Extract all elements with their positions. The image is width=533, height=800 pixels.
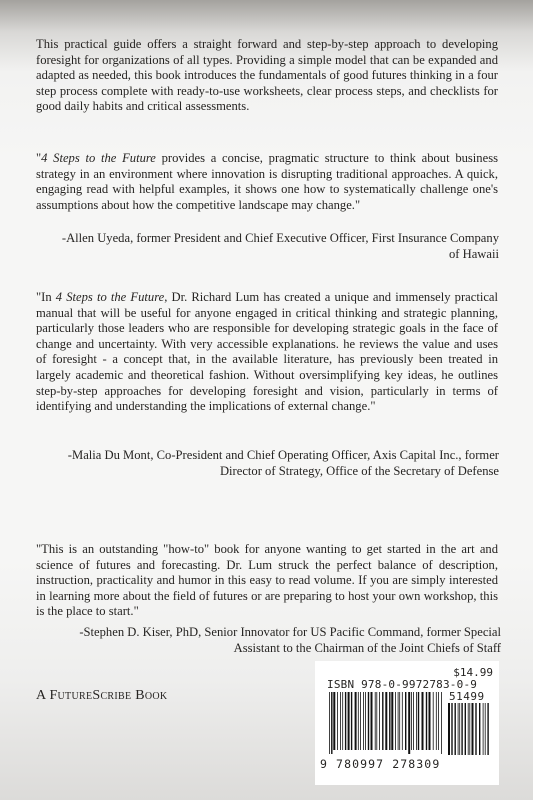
barcode-bar — [405, 692, 406, 750]
barcode-bar — [358, 692, 359, 750]
barcode-bar — [422, 692, 424, 750]
barcode-bar — [382, 692, 383, 750]
barcode-bar — [429, 692, 431, 750]
price-label: $14.99 — [453, 666, 493, 679]
barcode-bar — [433, 692, 434, 750]
barcode-bar — [379, 692, 380, 750]
isbn-barcode-panel — [315, 661, 499, 785]
barcode-bar — [331, 692, 332, 754]
quote-lead: " — [36, 151, 42, 165]
barcode-bar — [436, 692, 437, 750]
barcode-bar — [385, 692, 387, 750]
barcode-bar — [416, 692, 417, 750]
barcode-bar — [483, 703, 484, 755]
barcode-bar — [391, 692, 393, 750]
review-quote-3: "This is an outstanding "how-to" book for anyone wanting to get started in the art and science of futures and forecasting. Dr. Lum struck the perfect balance of description, instruction, practicality and humor in this easy to read volume. If you are simply interested in learning more about the field of futures or are preparing to host your own workshop, this is the place to start." — [36, 542, 498, 619]
barcode-bar — [329, 692, 330, 754]
barcode-bar — [451, 703, 452, 755]
barcode-bar — [461, 703, 462, 755]
barcode-bar — [355, 692, 357, 750]
barcode-bar — [411, 692, 412, 750]
barcode-bar — [459, 703, 460, 755]
barcode-bar — [468, 703, 469, 755]
barcode-bar — [376, 692, 377, 750]
barcode-bar — [426, 692, 427, 750]
barcode-bar — [408, 692, 410, 754]
barcode-bar — [487, 703, 488, 755]
price-addon-barcode — [448, 703, 492, 755]
barcode-bar — [340, 692, 341, 750]
barcode-bar — [375, 692, 376, 750]
barcode-bar — [398, 692, 399, 750]
barcode-bar — [458, 703, 459, 755]
barcode-bar — [333, 692, 335, 750]
barcode-bar — [345, 692, 346, 750]
quote-body: provides a concise, pragmatic structure to think about business strategy in an environment where innovation is disrupting traditional approaches. A quick, engaging read with helpful examples, it shows one how to systematically challenge one's assumptions about how the competitive landscape may change." — [36, 151, 498, 212]
barcode-bar — [485, 703, 486, 755]
barcode-bar — [448, 703, 450, 755]
barcode-bar — [441, 692, 442, 754]
barcode-bar — [469, 703, 470, 755]
barcode-bar — [368, 692, 369, 750]
review-quote-2 — [36, 290, 498, 415]
barcode-bar — [351, 692, 352, 750]
barcode-bar — [337, 692, 338, 750]
intro-paragraph: This practical guide offers a straight forward and step-by-step approach to developing foresight for organizations of all types. Providing a simple model that can be expanded and adapted as needed, this book introduces the fundamentals of good futures thinking in a four step process complete with ready-to-use worksheets, clear process steps, and checklists for good daily habits and critical assessments. — [36, 37, 498, 114]
barcode-bar — [389, 692, 390, 750]
review-quote-1 — [36, 151, 498, 213]
barcode-bar — [365, 692, 366, 750]
barcode-bar — [418, 692, 419, 750]
barcode-bar — [363, 692, 364, 750]
barcode-bar — [438, 692, 439, 750]
quote-body: , Dr. Richard Lum has created a unique and immensely practical manual that will be useful for anyone engaged in critical thinking and strategic planning, particularly those leaders who are responsible for developing strategic goals in the face of change and uncertainty. With very accessible explanations. he reviews the value and uses of foresight - a concept that, in the available literature, has previously been treated in largely academic and theoretical fashion. Without oversimplifying key ideas, he outlines step-by-step approaches for developing foresight and vision, particularly in terms of identifying and understanding the implications of external change." — [36, 290, 499, 414]
barcode-bar — [360, 692, 361, 750]
review-attribution-1: -Allen Uyeda, former President and Chief Executive Officer, First Insurance Company of Hawaii — [61, 231, 499, 261]
barcode-bar — [413, 692, 414, 750]
barcode-bar — [455, 703, 456, 755]
review-attribution-3: -Stephen D. Kiser, PhD, Senior Innovator for US Pacific Command, former Special Assistant to the Chairman of the Joint Chiefs of Staff — [79, 625, 501, 655]
publisher-imprint: A FutureScribe Book — [36, 688, 168, 703]
quote-lead: "In — [36, 290, 56, 304]
barcode-bar — [479, 703, 480, 755]
barcode-bar — [371, 692, 373, 750]
book-title: 4 Steps to the Future — [41, 151, 156, 165]
barcode-bar — [465, 703, 466, 755]
barcode-bar — [472, 703, 474, 755]
barcode-bar — [399, 692, 400, 750]
book-title: 4 Steps to the Future — [55, 290, 165, 304]
ean-barcode — [329, 692, 443, 754]
price-addon-number: 51499 — [449, 690, 485, 703]
barcode-bar — [475, 703, 476, 755]
barcode-bar — [348, 692, 350, 750]
ean-number: 9 780997 278309 — [320, 757, 441, 771]
review-attribution-2: -Malia Du Mont, Co-President and Chief Operating Officer, Axis Capital Inc., former Director of Strategy, Office of the Secretary of Defense — [67, 448, 499, 478]
barcode-bar — [342, 692, 343, 750]
barcode-bar — [402, 692, 403, 750]
isbn-label: ISBN 978-0-9972783-0-9 — [327, 678, 478, 691]
barcode-bar — [395, 692, 396, 750]
